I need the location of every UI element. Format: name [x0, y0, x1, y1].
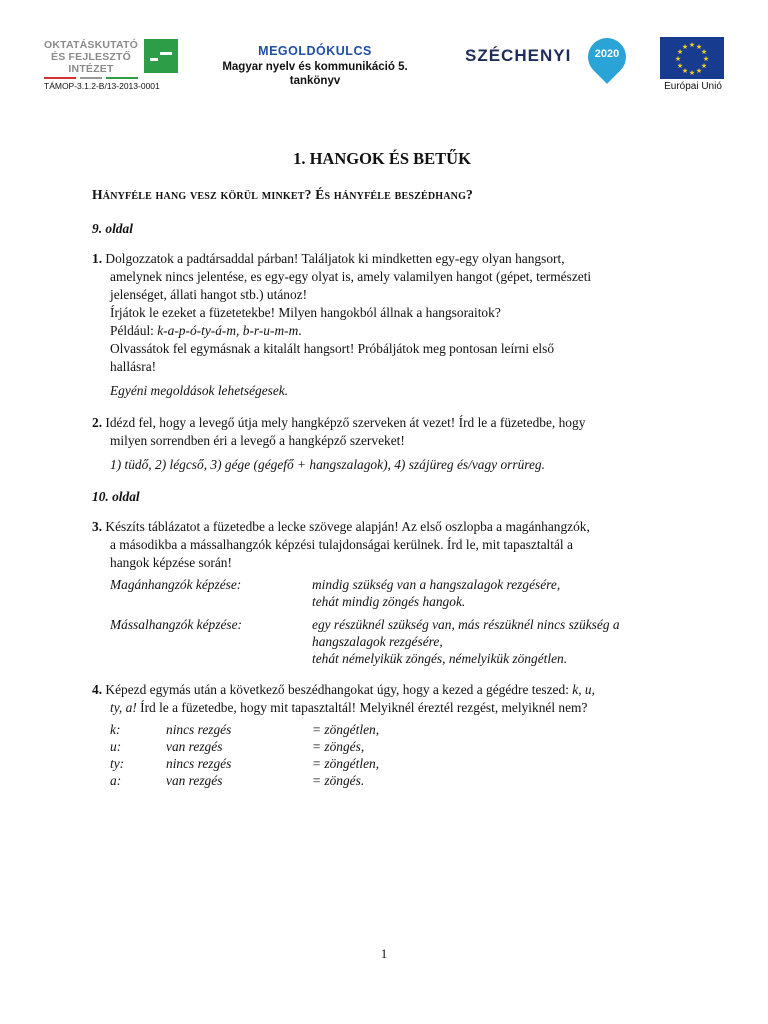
task-text-line: milyen sorrendben éri a levegő a hangképző szerveket!: [110, 433, 405, 448]
ofi-logo-text-line: INTÉZET: [68, 63, 114, 75]
document-title: MEGOLDÓKULCS: [258, 44, 372, 58]
answer-line: mindig szükség van a hangszalagok rezgésére,: [312, 577, 561, 592]
answer-line: tehát mindig zöngés hangok.: [312, 594, 466, 609]
szechenyi-year: 2020: [594, 48, 620, 60]
sound-row: a: van rezgés = zöngés.: [110, 773, 365, 788]
eu-label: Európai Unió: [664, 81, 722, 92]
page-label: 9. oldal: [92, 221, 133, 236]
section-title: Hányféle hang vesz körül minket? És hányféle beszédhang?: [92, 187, 474, 202]
task-text-line: Írd le a füzetedbe, hogy mit tapasztaltál! Melyiknél éreztél rezgést, melyiknél nem?: [136, 700, 588, 715]
svg-text:★: ★: [688, 69, 696, 77]
task-number: 3.: [92, 519, 103, 534]
szechenyi-word: SZÉCHENYI: [465, 46, 572, 65]
answer-line: tehát némelyikük zöngés, némelyikük zöngétlen.: [312, 651, 568, 666]
svg-text:★: ★: [688, 41, 696, 49]
svg-text:★: ★: [695, 67, 703, 75]
szechenyi-2020-logo: [465, 38, 630, 90]
svg-text:★: ★: [700, 48, 708, 56]
task-text-line: Készíts táblázatot a füzetedbe a lecke szövege alapján! Az első oszlopba a magánhangzók,: [105, 519, 590, 534]
task-2: [92, 414, 672, 474]
ofi-project-code: TÁMOP-3.1.2-B/13-2013-0001: [44, 81, 160, 91]
task-text-line: Idézd fel, hogy a levegő útja mely hangképző szerveken át vezet! Írd le a füzetedbe, hogy: [105, 415, 586, 430]
answer-row: [92, 576, 672, 610]
svg-text:★: ★: [676, 48, 684, 56]
answer-label: Mássalhangzók képzése:: [110, 617, 243, 632]
ofi-red-line: [44, 77, 76, 79]
sound-row: ty: nincs rezgés = zöngétlen,: [110, 756, 380, 771]
page-number: 1: [380, 946, 388, 961]
task-text-line: Olvassátok fel egymásnak a kitalált hangsort! Próbáljátok meg pontosan leírni első: [110, 341, 555, 356]
chapter-title: 1. HANGOK ÉS BETŰK: [293, 149, 471, 168]
task-3: [92, 518, 672, 667]
eu-flag-icon: [660, 37, 724, 79]
task-number: 4.: [92, 682, 103, 697]
task-text-line: jelenséget, állati hangot stb.) utánoz!: [110, 287, 308, 302]
svg-text:★: ★: [700, 62, 708, 70]
answer-line: hangszalagok rezgésére,: [312, 634, 443, 649]
task-example: Például: k-a-p-ó-ty-á-m, b-r-u-m-m.: [110, 323, 302, 338]
task-text-line: a másodikba a mássalhangzók képzési tulajdonságai kerülnek. Írd le, mit tapasztaltál a: [110, 537, 573, 552]
sound-row: u: van rezgés = zöngés,: [110, 739, 365, 754]
page-content: [92, 150, 672, 803]
page-header: [0, 0, 768, 110]
answer-label: Magánhangzók képzése:: [110, 577, 242, 592]
page-label: 10. oldal: [92, 489, 140, 504]
task-text-line: amelynek nincs jelentése, es egy-egy olyat is, amely valamilyen hangot (gépet, természeti: [110, 269, 592, 284]
svg-text:★: ★: [676, 62, 684, 70]
ofi-green-square-icon: [144, 39, 178, 73]
svg-text:★: ★: [674, 55, 682, 63]
task-text-line: Dolgozzatok a padtársaddal párban! Találjatok ki mindketten egy-egy olyan hangsort,: [105, 251, 565, 266]
ofi-logo-text-line: ÉS FEJLESZTŐ: [51, 51, 131, 63]
task-answer: Egyéni megoldások lehetségesek.: [110, 383, 289, 398]
ofi-grey-line: [80, 77, 102, 79]
task-answer: 1) tüdő, 2) légcső, 3) gége (gégefő + hangszalagok), 4) szájüreg és/vagy orrüreg.: [110, 457, 545, 472]
svg-text:★: ★: [695, 43, 703, 51]
svg-text:★: ★: [702, 55, 710, 63]
document-subtitle: Magyar nyelv és kommunikáció 5. tankönyv: [222, 61, 408, 87]
task-number: 2.: [92, 415, 103, 430]
answer-line: egy részüknél szükség van, más részüknél nincs szükség a: [312, 617, 620, 632]
ofi-logo: [44, 39, 168, 95]
answer-row: [92, 616, 672, 667]
svg-text:★: ★: [681, 67, 689, 75]
task-text-line: hallásra!: [110, 359, 157, 374]
ofi-logo-text-line: OKTATÁSKUTATÓ: [44, 39, 138, 51]
task-4: 4. Képezd egymás után a következő beszédhangokat úgy, hogy a kezed a gégédre teszed: k, u, ty, a! Írd le a füzetedbe, hogy mit tapasztaltál! Melyiknél éreztél rezgést, melyiknél nem? k: nincs rezgés = zöngétlen, u: van rezgés = zöngés, ty: nincs rezgés = zöngétlen, a: van rezgés = zöngés.: [92, 681, 672, 789]
task-text-line: hangok képzése során!: [110, 555, 232, 570]
task-1: [92, 250, 672, 400]
sound-row: k: nincs rezgés = zöngétlen,: [110, 722, 380, 737]
answer-key-heading: [190, 44, 440, 88]
task-text-line: Írjátok le ezeket a füzetetekbe! Milyen hangokból állnak a hangsoraitok?: [110, 305, 501, 320]
task-number: 1.: [92, 251, 103, 266]
task-text-line: Képezd egymás után a következő beszédhangokat úgy, hogy a kezed a gégédre teszed:: [105, 682, 573, 697]
ofi-green-line: [106, 77, 138, 79]
svg-text:★: ★: [681, 43, 689, 51]
eu-logo: [660, 37, 726, 92]
